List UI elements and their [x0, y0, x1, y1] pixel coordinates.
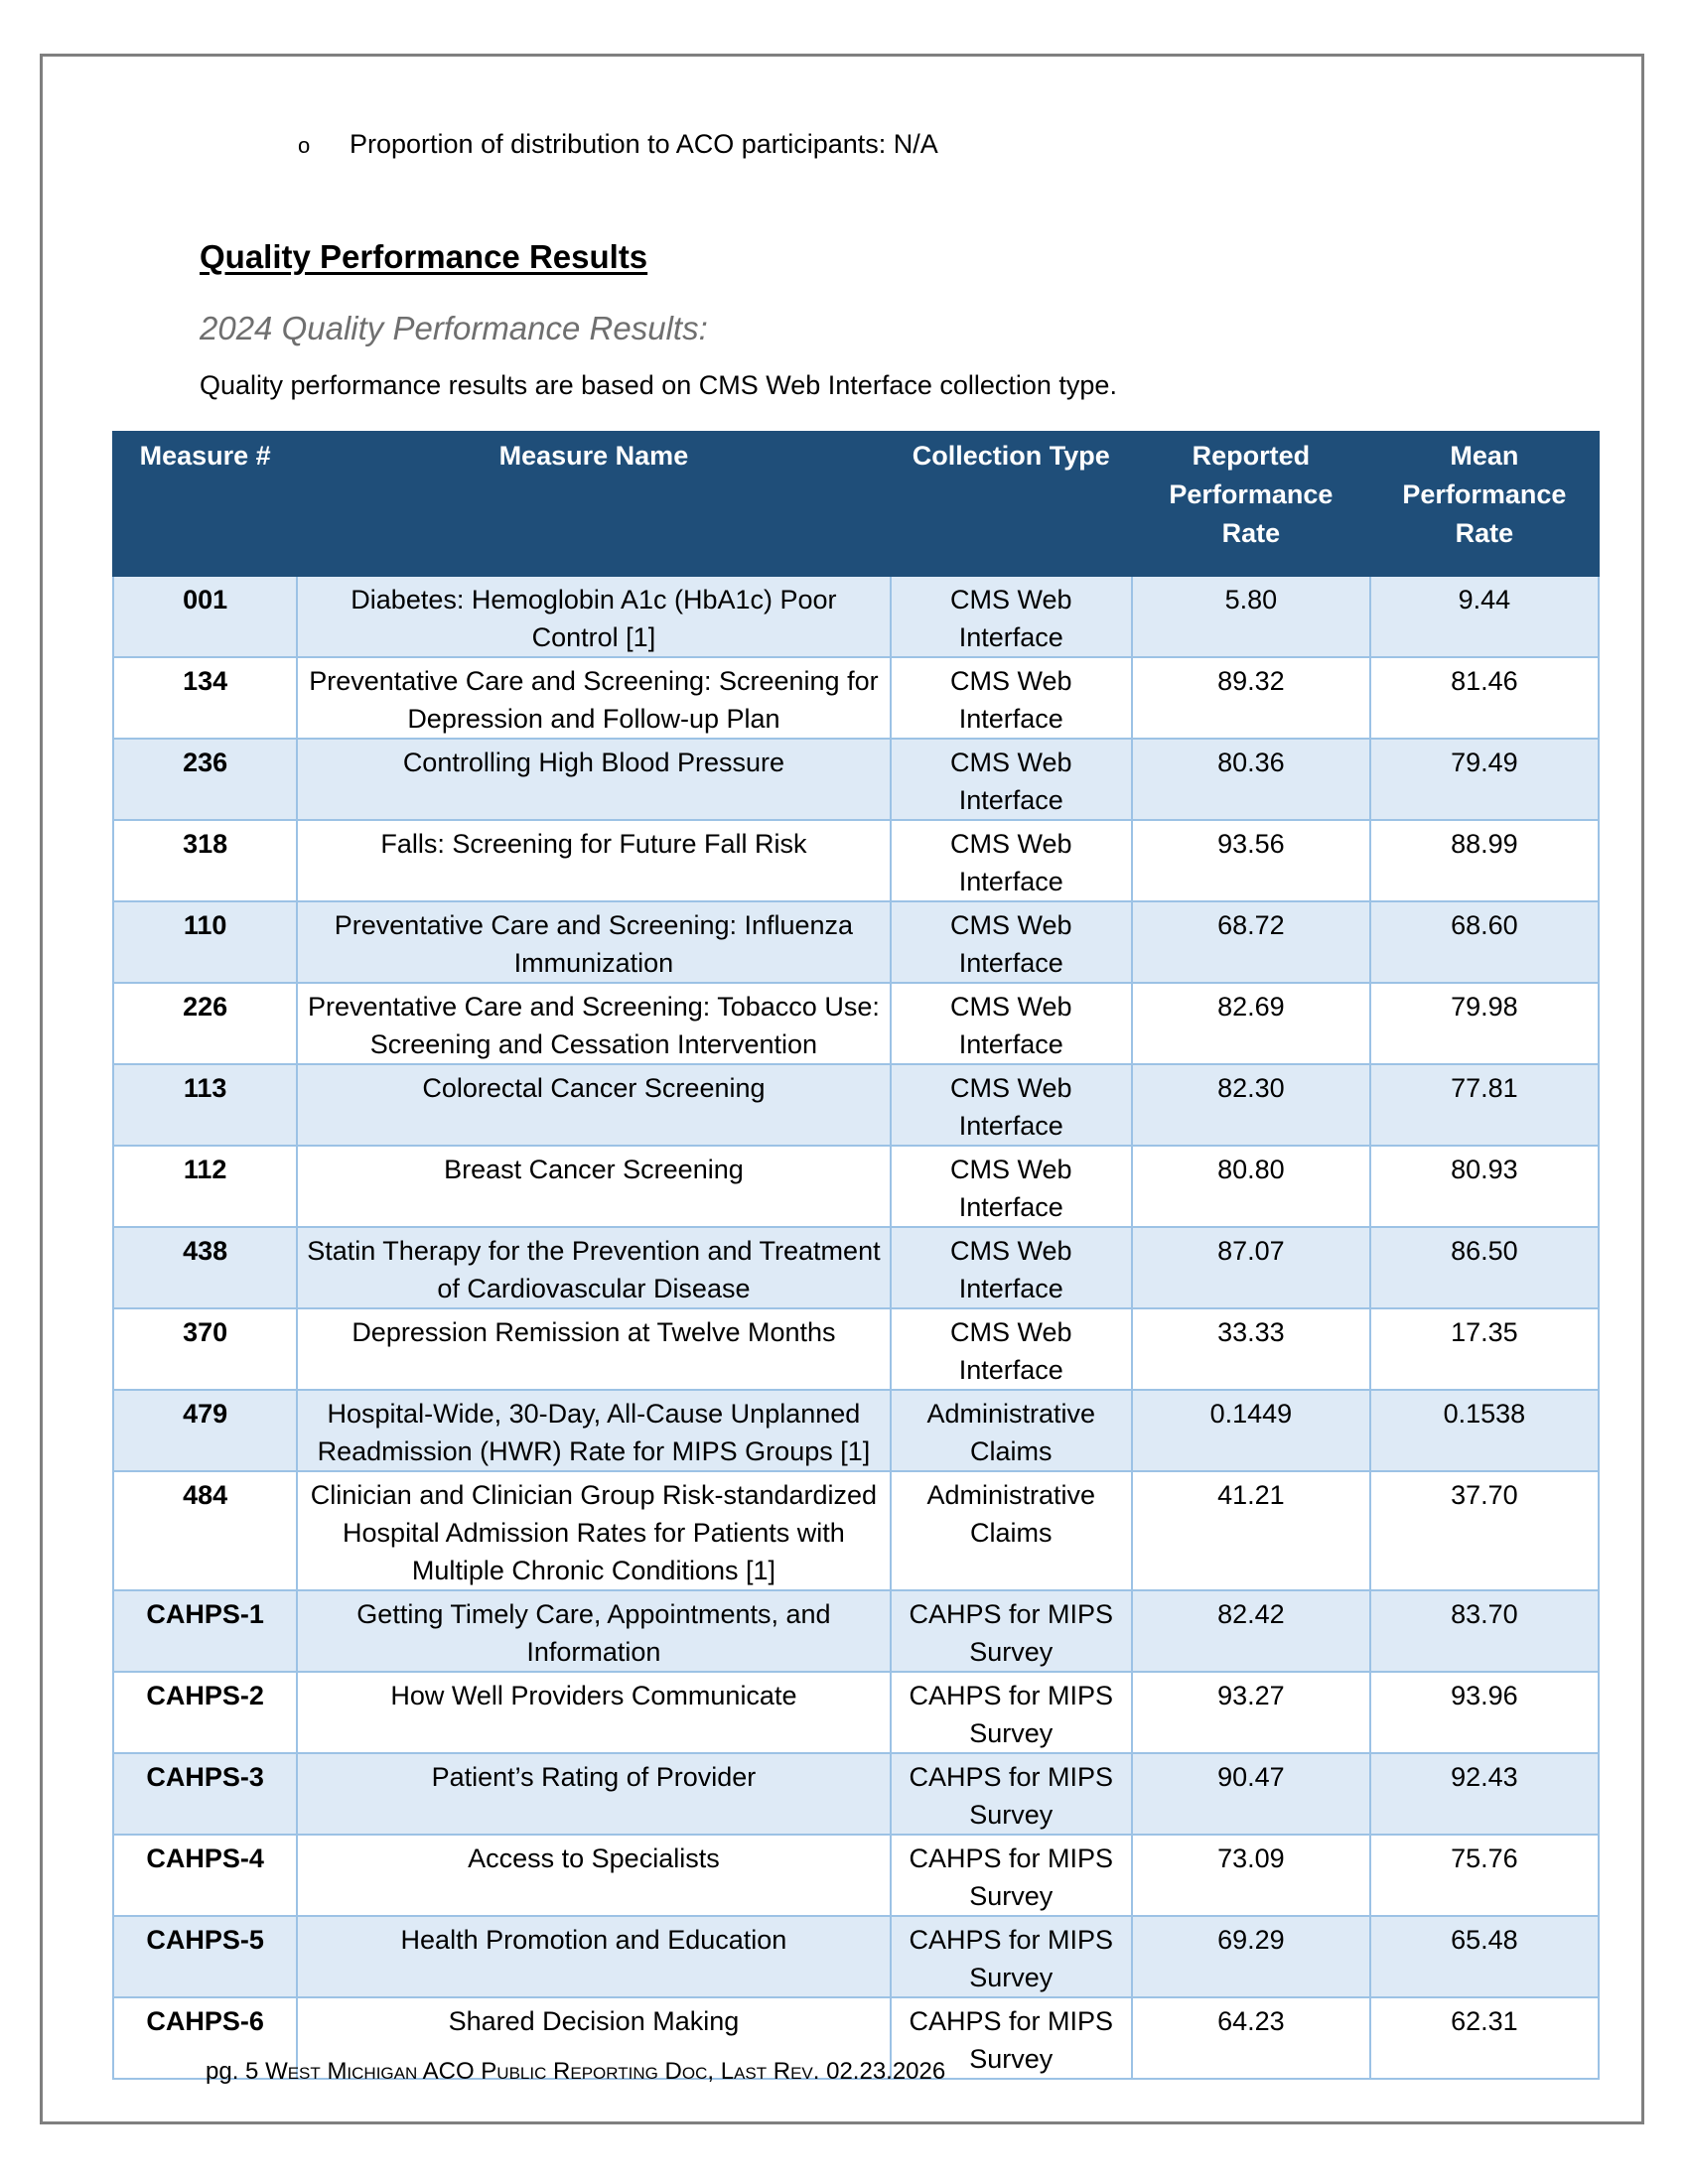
cell-reported-rate: 64.23	[1132, 1997, 1370, 2079]
cell-measure-num: 236	[113, 739, 297, 820]
table-row	[113, 739, 1599, 820]
header-measure-num: Measure #	[113, 432, 297, 576]
cell-measure-name: Clinician and Clinician Group Risk-standardized Hospital Admission Rates for Patients with Multiple Chronic Conditions [1]	[297, 1471, 890, 1590]
cell-collection-type: Administrative Claims	[891, 1471, 1132, 1590]
cell-measure-name: Breast Cancer Screening	[297, 1146, 890, 1227]
cell-mean-rate: 83.70	[1370, 1590, 1599, 1672]
cell-measure-name: Patient’s Rating of Provider	[297, 1753, 890, 1835]
cell-reported-rate: 5.80	[1132, 576, 1370, 657]
table-row	[113, 1590, 1599, 1672]
cell-collection-type: CMS Web Interface	[891, 576, 1132, 657]
cell-collection-type: CAHPS for MIPS Survey	[891, 1753, 1132, 1835]
cell-mean-rate: 0.1538	[1370, 1390, 1599, 1471]
cell-reported-rate: 80.36	[1132, 739, 1370, 820]
table-row	[113, 1064, 1599, 1146]
cell-collection-type: CMS Web Interface	[891, 901, 1132, 983]
cell-mean-rate: 88.99	[1370, 820, 1599, 901]
cell-measure-num: 484	[113, 1471, 297, 1590]
bullet-circle-icon: o	[298, 133, 311, 158]
cell-collection-type: CAHPS for MIPS Survey	[891, 1916, 1132, 1997]
cell-measure-name: Depression Remission at Twelve Months	[297, 1308, 890, 1390]
cell-collection-type: Administrative Claims	[891, 1390, 1132, 1471]
cell-measure-num: 112	[113, 1146, 297, 1227]
header-reported-rate: Reported Performance Rate	[1132, 432, 1370, 576]
cell-collection-type: CMS Web Interface	[891, 983, 1132, 1064]
cell-measure-name: Colorectal Cancer Screening	[297, 1064, 890, 1146]
cell-measure-name: How Well Providers Communicate	[297, 1672, 890, 1753]
cell-measure-num: 113	[113, 1064, 297, 1146]
cell-measure-name: Diabetes: Hemoglobin A1c (HbA1c) Poor Control [1]	[297, 576, 890, 657]
cell-mean-rate: 81.46	[1370, 657, 1599, 739]
cell-mean-rate: 93.96	[1370, 1672, 1599, 1753]
cell-measure-name: Preventative Care and Screening: Screening for Depression and Follow-up Plan	[297, 657, 890, 739]
cell-mean-rate: 92.43	[1370, 1753, 1599, 1835]
cell-reported-rate: 69.29	[1132, 1916, 1370, 1997]
cell-reported-rate: 90.47	[1132, 1753, 1370, 1835]
cell-mean-rate: 68.60	[1370, 901, 1599, 983]
cell-reported-rate: 80.80	[1132, 1146, 1370, 1227]
cell-measure-num: 134	[113, 657, 297, 739]
cell-mean-rate: 79.98	[1370, 983, 1599, 1064]
cell-measure-name: Access to Specialists	[297, 1835, 890, 1916]
header-collection-type: Collection Type	[891, 432, 1132, 576]
table-row	[113, 1390, 1599, 1471]
table-row	[113, 1672, 1599, 1753]
cell-collection-type: CMS Web Interface	[891, 1308, 1132, 1390]
cell-collection-type: CMS Web Interface	[891, 739, 1132, 820]
cell-measure-num: 110	[113, 901, 297, 983]
cell-reported-rate: 87.07	[1132, 1227, 1370, 1308]
intro-text: Quality performance results are based on CMS Web Interface collection type.	[200, 370, 1117, 400]
footer-doc-title: West Michigan ACO Public Reporting Doc, Last Rev. 02.23.2026	[265, 2058, 946, 2085]
table-row	[113, 1916, 1599, 1997]
cell-reported-rate: 68.72	[1132, 901, 1370, 983]
cell-measure-name: Hospital-Wide, 30-Day, All-Cause Unplanned Readmission (HWR) Rate for MIPS Groups [1]	[297, 1390, 890, 1471]
cell-collection-type: CAHPS for MIPS Survey	[891, 1590, 1132, 1672]
cell-measure-num: 479	[113, 1390, 297, 1471]
cell-reported-rate: 93.27	[1132, 1672, 1370, 1753]
quality-results-table	[112, 431, 1600, 2080]
cell-measure-num: CAHPS-2	[113, 1672, 297, 1753]
cell-measure-name: Falls: Screening for Future Fall Risk	[297, 820, 890, 901]
cell-mean-rate: 75.76	[1370, 1835, 1599, 1916]
cell-measure-name: Shared Decision Making	[297, 1997, 890, 2079]
cell-measure-num: CAHPS-3	[113, 1753, 297, 1835]
cell-collection-type: CMS Web Interface	[891, 1064, 1132, 1146]
bullet-item	[298, 127, 938, 163]
cell-collection-type: CMS Web Interface	[891, 1146, 1132, 1227]
table-row	[113, 1835, 1599, 1916]
section-title: Quality Performance Results	[200, 238, 648, 275]
cell-reported-rate: 82.69	[1132, 983, 1370, 1064]
cell-measure-num: 438	[113, 1227, 297, 1308]
cell-measure-name: Controlling High Blood Pressure	[297, 739, 890, 820]
table-row	[113, 1308, 1599, 1390]
cell-mean-rate: 86.50	[1370, 1227, 1599, 1308]
cell-reported-rate: 41.21	[1132, 1471, 1370, 1590]
cell-mean-rate: 62.31	[1370, 1997, 1599, 2079]
table-row	[113, 1146, 1599, 1227]
cell-mean-rate: 9.44	[1370, 576, 1599, 657]
cell-mean-rate: 77.81	[1370, 1064, 1599, 1146]
cell-reported-rate: 33.33	[1132, 1308, 1370, 1390]
table-row	[113, 1753, 1599, 1835]
cell-collection-type: CAHPS for MIPS Survey	[891, 1672, 1132, 1753]
cell-collection-type: CMS Web Interface	[891, 1227, 1132, 1308]
table-row	[113, 1227, 1599, 1308]
bullet-text: Proportion of distribution to ACO participants: N/A	[350, 129, 938, 159]
cell-measure-name: Preventative Care and Screening: Tobacco Use: Screening and Cessation Intervention	[297, 983, 890, 1064]
cell-mean-rate: 37.70	[1370, 1471, 1599, 1590]
cell-mean-rate: 79.49	[1370, 739, 1599, 820]
table-row	[113, 983, 1599, 1064]
cell-collection-type: CMS Web Interface	[891, 657, 1132, 739]
table-row	[113, 1471, 1599, 1590]
cell-measure-num: 318	[113, 820, 297, 901]
cell-mean-rate: 80.93	[1370, 1146, 1599, 1227]
cell-measure-num: 370	[113, 1308, 297, 1390]
cell-measure-name: Getting Timely Care, Appointments, and Information	[297, 1590, 890, 1672]
table-row	[113, 657, 1599, 739]
cell-reported-rate: 73.09	[1132, 1835, 1370, 1916]
table-row	[113, 901, 1599, 983]
cell-mean-rate: 65.48	[1370, 1916, 1599, 1997]
cell-reported-rate: 82.30	[1132, 1064, 1370, 1146]
cell-measure-num: CAHPS-5	[113, 1916, 297, 1997]
cell-collection-type: CAHPS for MIPS Survey	[891, 1997, 1132, 2079]
cell-measure-name: Health Promotion and Education	[297, 1916, 890, 1997]
cell-measure-num: CAHPS-4	[113, 1835, 297, 1916]
table-header-row	[113, 432, 1599, 576]
cell-reported-rate: 0.1449	[1132, 1390, 1370, 1471]
cell-measure-name: Statin Therapy for the Prevention and Treatment of Cardiovascular Disease	[297, 1227, 890, 1308]
cell-collection-type: CMS Web Interface	[891, 820, 1132, 901]
cell-collection-type: CAHPS for MIPS Survey	[891, 1835, 1132, 1916]
cell-reported-rate: 93.56	[1132, 820, 1370, 901]
footer-page-number: pg. 5	[206, 2058, 259, 2085]
cell-measure-num: 001	[113, 576, 297, 657]
header-measure-name: Measure Name	[297, 432, 890, 576]
cell-measure-num: 226	[113, 983, 297, 1064]
header-mean-rate: Mean Performance Rate	[1370, 432, 1599, 576]
cell-measure-num: CAHPS-1	[113, 1590, 297, 1672]
cell-mean-rate: 17.35	[1370, 1308, 1599, 1390]
cell-measure-num: CAHPS-6	[113, 1997, 297, 2079]
table-row	[113, 576, 1599, 657]
cell-reported-rate: 82.42	[1132, 1590, 1370, 1672]
cell-reported-rate: 89.32	[1132, 657, 1370, 739]
table-row	[113, 820, 1599, 901]
subtitle: 2024 Quality Performance Results:	[200, 310, 708, 346]
page-footer	[206, 2058, 945, 2086]
cell-measure-name: Preventative Care and Screening: Influenza Immunization	[297, 901, 890, 983]
